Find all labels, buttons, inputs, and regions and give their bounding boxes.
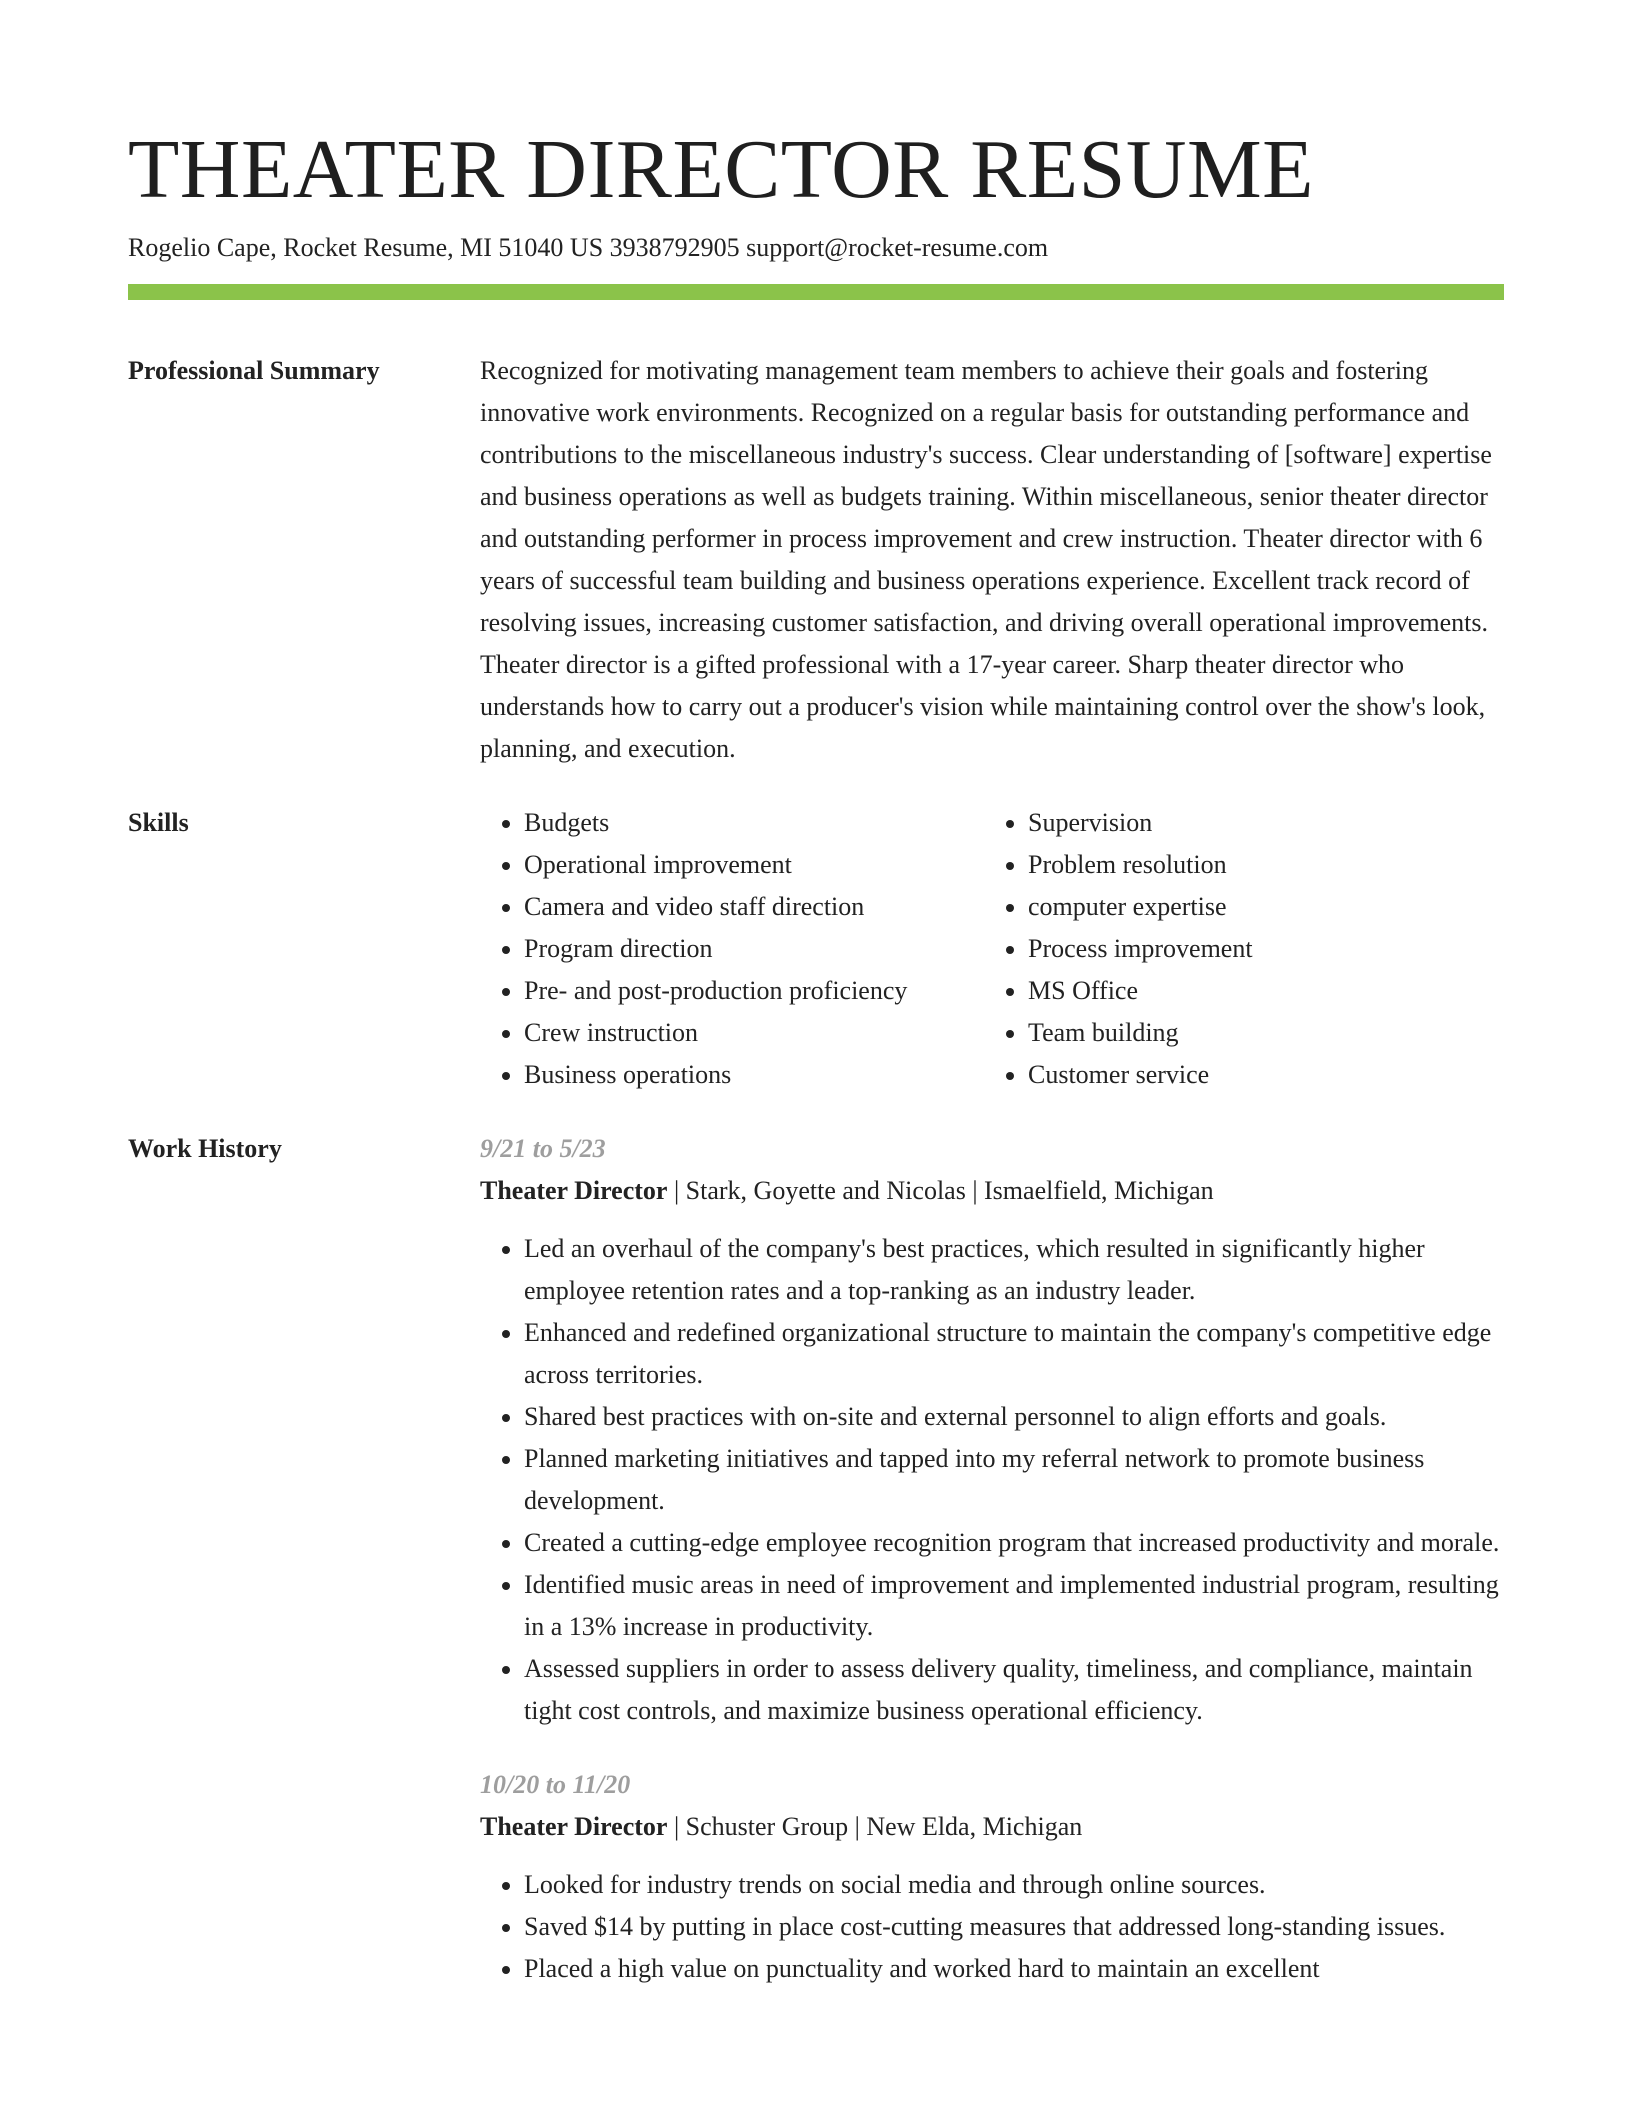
professional-summary-section xyxy=(128,350,1504,770)
job-bullets xyxy=(480,1228,1504,1732)
job-bullet: • Assessed suppliers in order to assess delivery quality, timeliness, and compliance, maintain tight cost controls, and maximize business operational efficiency. xyxy=(524,1648,1504,1732)
job-bullet: • Placed a high value on punctuality and worked hard to maintain an excellent xyxy=(524,1948,1504,1990)
skills-section xyxy=(128,802,1504,1096)
skill-item: • Crew instruction xyxy=(524,1012,984,1054)
job-bullet: • Enhanced and redefined organizational structure to maintain the company's competitive edge across territories. xyxy=(524,1312,1504,1396)
job-heading xyxy=(480,1806,1504,1848)
job-bullet: • Created a cutting-edge employee recognition program that increased productivity and morale. xyxy=(524,1522,1504,1564)
job-bullet: • Identified music areas in need of improvement and implemented industrial program, resulting in a 13% increase in productivity. xyxy=(524,1564,1504,1648)
skills-columns xyxy=(480,802,1504,1096)
job-title: Theater Director xyxy=(480,1176,668,1205)
contact-info: Rogelio Cape, Rocket Resume, MI 51040 US 3938792905 support@rocket-resume.com xyxy=(128,233,1049,262)
skill-item: • Operational improvement xyxy=(524,844,984,886)
job-title: Theater Director xyxy=(480,1812,668,1841)
header-divider xyxy=(128,284,1504,300)
skill-item: • Team building xyxy=(1028,1012,1488,1054)
job-employer-location: | Stark, Goyette and Nicolas | Ismaelfield, Michigan xyxy=(667,1176,1214,1205)
work-history-body xyxy=(480,1128,1504,1990)
job-entry xyxy=(480,1128,1504,1732)
section-label-professional-summary: Professional Summary xyxy=(128,356,380,385)
job-bullet: • Planned marketing initiatives and tapped into my referral network to promote business development. xyxy=(524,1438,1504,1522)
job-dates: 10/20 to 11/20 xyxy=(480,1770,631,1799)
professional-summary-text: Recognized for motivating management team members to achieve their goals and fostering innovative work environments. Recognized on a regular basis for outstanding performance and contributions to the miscellaneous industry's success. Clear understanding of [software] expertise and business operations as well as budgets training. Within miscellaneous, senior theater director and outstanding performer in process improvement and crew instruction. Theater director with 6 years of successful team building and business operations experience. Excellent track record of resolving issues, increasing customer satisfaction, and driving overall operational improvements. Theater director is a gifted professional with a 17-year career. Sharp theater director who understands how to carry out a producer's vision while maintaining control over the show's look, planning, and execution. xyxy=(480,356,1492,763)
work-history-section xyxy=(128,1128,1504,1990)
skills-body xyxy=(480,802,1504,1096)
skill-item: • computer expertise xyxy=(1028,886,1488,928)
skill-item: • Business operations xyxy=(524,1054,984,1096)
skills-list-right xyxy=(984,802,1488,1096)
job-bullet: • Looked for industry trends on social media and through online sources. xyxy=(524,1864,1504,1906)
skill-item: • Camera and video staff direction xyxy=(524,886,984,928)
job-heading xyxy=(480,1170,1504,1212)
job-bullets xyxy=(480,1864,1504,1990)
skill-item: • Customer service xyxy=(1028,1054,1488,1096)
job-bullet: • Led an overhaul of the company's best practices, which resulted in significantly higher employee retention rates and a top-ranking as an industry leader. xyxy=(524,1228,1504,1312)
section-label-skills: Skills xyxy=(128,808,189,837)
skill-item: • Budgets xyxy=(524,802,984,844)
job-dates: 9/21 to 5/23 xyxy=(480,1134,606,1163)
resume-title: THEATER DIRECTOR RESUME xyxy=(128,123,1314,216)
resume-page xyxy=(128,118,1504,1990)
skill-item: • Process improvement xyxy=(1028,928,1488,970)
job-bullet: • Shared best practices with on-site and external personnel to align efforts and goals. xyxy=(524,1396,1504,1438)
skill-item: • Program direction xyxy=(524,928,984,970)
skill-item: • Supervision xyxy=(1028,802,1488,844)
section-label-work-history: Work History xyxy=(128,1134,282,1163)
job-bullet: • Saved $14 by putting in place cost-cutting measures that addressed long-standing issues. xyxy=(524,1906,1504,1948)
job-entry xyxy=(480,1764,1504,1990)
job-employer-location: | Schuster Group | New Elda, Michigan xyxy=(667,1812,1083,1841)
skills-list-left xyxy=(480,802,984,1096)
skill-item: • Problem resolution xyxy=(1028,844,1488,886)
skill-item: • Pre- and post-production proficiency xyxy=(524,970,984,1012)
skill-item: • MS Office xyxy=(1028,970,1488,1012)
